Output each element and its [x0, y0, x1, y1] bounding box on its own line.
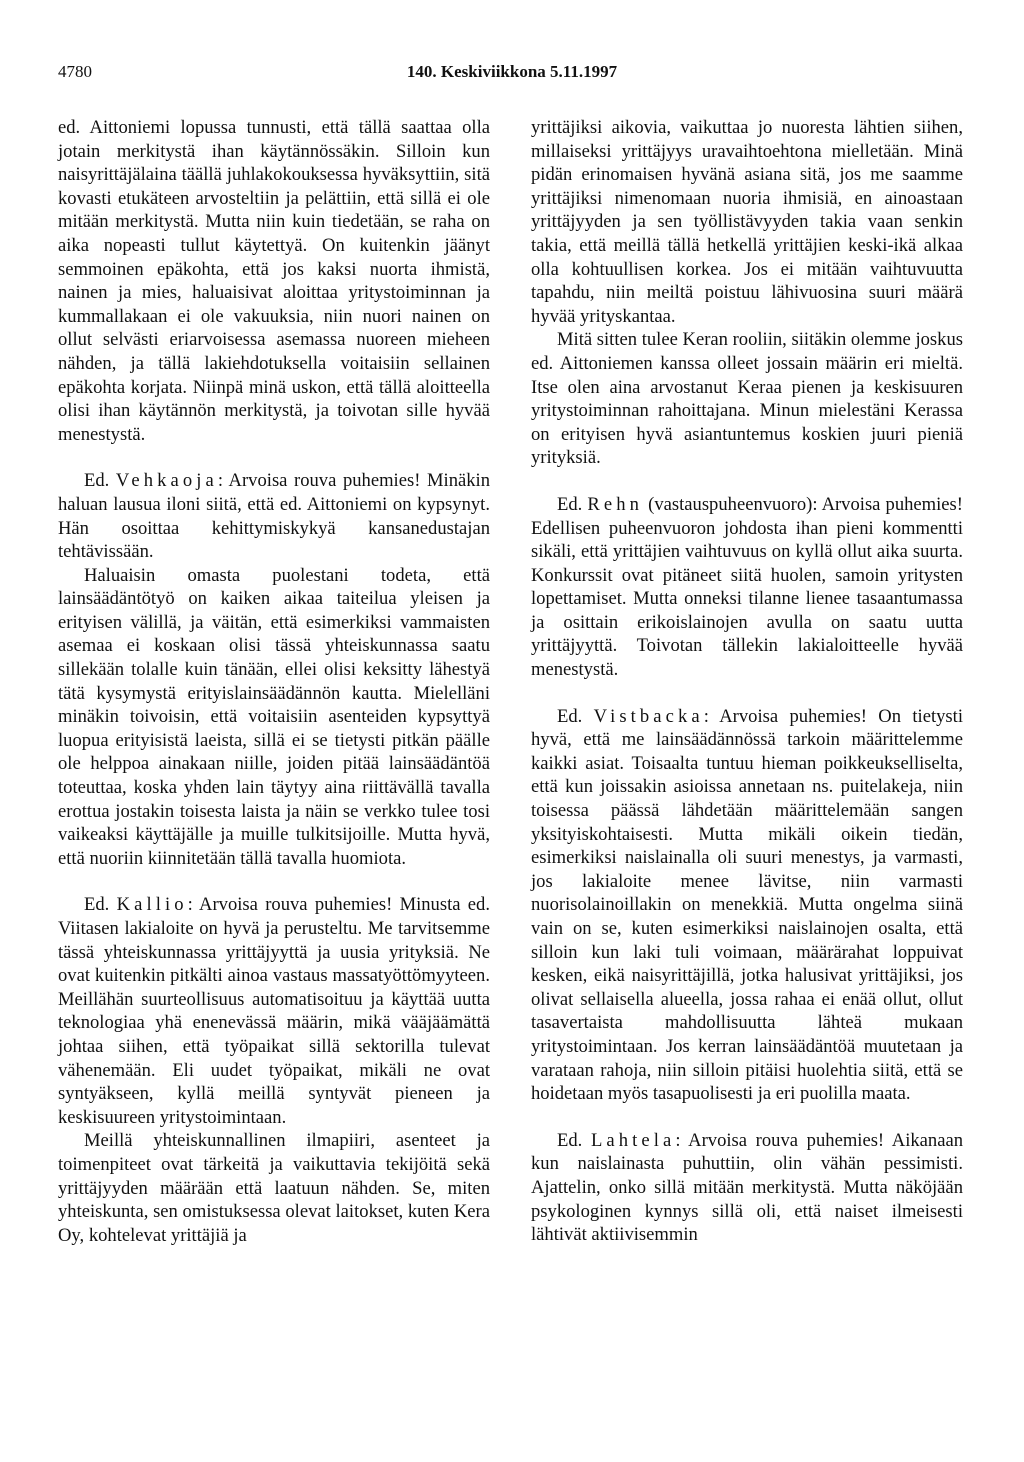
speaker-name: Kallio	[116, 894, 188, 916]
speech-text: : Arvoisa rouva puhemies! Aikanaan kun naislainasta puhuttiin, olin vähän pessimisti. Ajattelin, onko sillä mitään merkitystä. Mutta näköjään psykologinen kynnys sillä oli, että naiset ilmeisesti lähtivät aktiivisemmin	[531, 1129, 964, 1246]
session-date: 140. Keskiviikkona 5.11.1997	[406, 62, 618, 81]
speech-text: (vastauspuheenvuoro): Arvoisa puhemies! Edellisen puheenvuoron johdosta ihan pieni kommentti sikäli, että yrittäjien vaihtuvuus on kyllä ollut aika suurta. Konkurssit ovat pitäneet siitä huolen, samoin yritysten lopettamiset. Mutta onneksi tilanne lienee tasaantumassa ja osittain erikoislainojen avulla on saatu uutta yrittäjyyttä. Toivotan tällekin lakialoitteelle hyvää menestystä.	[531, 493, 963, 681]
paragraph: Mitä sitten tulee Keran rooliin, siitäkin olemme joskus ed. Aittoniemen kanssa olleet jossain määrin eri mieltä. Itse olen aina arvostanut Keraa pienen ja keskisuuren yritystoiminnan rahoittajana. Minun mielestäni Kerassa on erityisen hyvä asiantuntemus koskien juuri pieniä yrityksiä.	[531, 329, 963, 469]
speaker-name: Lahtela	[590, 1129, 676, 1151]
speaker-prefix: Ed.	[84, 470, 116, 492]
speech-text: : Arvoisa puhemies! On tietysti hyvä, että me lainsäädännössä tarkoin määrittelemme kaikki asiat. Toisaalta tuntuu hieman poikkeukselliselta, että kun joissakin asioissa annetaan ns. puitelakeja, niin toisessa päässä lähdetään määrittelemään sangen yksityiskohtaisesti. Mutta mikäli oikein tiedän, esimerkiksi naislainalla oli suuri menestys, ja varmasti, jos lakialoite menee lävitse, niin varmasti nuorisolainoillakin on menekkiä. Mutta ongelma siinä vain on se, kuten esimerkiksi naislainojen osalta, että silloin kun laki tuli voimaan, määrärahat loppuivat kesken, eikä naisyrittäjillä, jotka halusivat yrittäjiksi, jos olivat sellaisella alueella, jossa rahaa ei enää ollut, ollut tasavertaista mahdollisuutta lähteä mukaan yritystoimintaan. Jos kerran lainsäädäntöä muutetaan ja varataan rahoja, niin silloin pitäisi huolehtia siitä, että se hoidetaan myös tasapuolisesti ja eri puolilla maata.	[531, 705, 963, 1105]
speaker-name: Vistbacka	[593, 705, 704, 727]
speaker-prefix: Ed.	[557, 493, 588, 515]
speaker-name: Vehkaoja	[115, 470, 218, 492]
speech-vistbacka	[531, 705, 963, 1106]
right-column	[531, 116, 963, 1247]
speaker-prefix: Ed.	[557, 1129, 591, 1151]
page-number: 4780	[58, 62, 92, 81]
speech-kallio	[58, 893, 490, 1129]
speaker-prefix: Ed.	[84, 894, 117, 916]
paragraph: Haluaisin omasta puolestani todeta, että lainsäädäntötyö on kaiken aikaa taiteilua yleisen ja erityisen välillä, ja väitän, että esimerkiksi vammaisten asemaa ei koskaan olisi tässä yhteiskunnassa saatu sillekään tolalle kuin tänään, ellei olisi keksitty lähestyä tätä kysymystä erityislainsäädännön kautta. Mielelläni minäkin toivoisin, että voitaisiin asenteiden kypsyttyä luopua erityisistä laeista, sillä ei se tietysti pitkän päälle ole helppoa ainakaan niille, joiden pitää lainsäädäntöä toteuttaa, koska yhden lain täytyy aina riittävällä tavalla erottua jostakin toisesta laista ja näin se verkko tulee tosi vaikeaksi käyttäjälle ja muille tulkitsijoille. Mutta hyvä, että nuoriin kiinnitetään tällä tavalla huomiota.	[58, 564, 490, 869]
paragraph-continued: ed. Aittoniemi lopussa tunnusti, että tällä saattaa olla jotain merkitystä ihan käytännössäkin. Silloin kun naisyrittäjälaina täällä juhlakokouksessa hyväksyttiin, sitä kovasti etukäteen arvosteltiin ja pelättiin, että sillä ei ole mitään merkitystä. Mutta niin kuin tiedetään, se raha on aika nopeasti tullut käytettyä. On kuitenkin jäänyt semmoinen epäkohta, että jos kaksi nuorta ihmistä, nainen ja mies, haluaisivat aloittaa yritystoiminnan ja kummallakaan ei ole vakuuksia, niin nuori nainen on ollut selvästi eriarvoisessa asemassa nuoreen mieheen nähden, ja tällä lakiehdotuksella voitaisiin sellainen epäkohta korjata. Niinpä minä uskon, että tällä aloitteella olisi ihan käytännön merkitystä, ja toivotan sille hyvää menestystä.	[58, 117, 490, 445]
left-column	[58, 116, 490, 1247]
speech-rehn	[531, 493, 963, 682]
speaker-name: Rehn	[587, 493, 644, 515]
paragraph-continued: yrittäjiksi aikovia, vaikuttaa jo nuoresta lähtien siihen, millaiseksi yrittäjyys uravaihtoehtona mielletään. Minä pidän erinomaisen hyvänä asiana sitä, jos me saamme yrittäjiksi nimenomaan nuoria ihmisiä, en ainoastaan yrittäjyyden ja sen työllistävyyden takia vaan senkin takia, että meillä tällä hetkellä yrittäjien keski-ikä alkaa olla kohtuullisen korkea. Jos ei mitään vaihtuvuutta tapahdu, niin meiltä poistuu lähivuosina suuri määrä hyvää yrityskantaa.	[531, 117, 963, 327]
speech-vehkaoja	[58, 469, 490, 563]
page-header	[58, 62, 966, 86]
speech-text: : Arvoisa rouva puhemies! Minäkin haluan lausua iloni siitä, että ed. Aittoniemi on kypsynyt. Hän osoittaa kehittymiskykyä kansanedustajan tehtävissään.	[58, 470, 491, 563]
speech-text: : Arvoisa rouva puhemies! Minusta ed. Viitasen lakialoite on hyvä ja perusteltu. Me tarvitsemme tässä yhteiskunnassa yrittäjyyttä ja uusia yrityksiä. Ne ovat kuitenkin pitkälti ainoa vastaus massatyöttömyyteen. Meillähän suurteollisuus automatisoituu ja käyttää uutta teknologiaa yhä enenevässä määrin, mikä vääjäämättä johtaa siihen, että työpaikat sillä sektorilla tulevat vähenemään. Eli uudet työpaikat, mikäli ne ovat syntyäkseen, kyllä meillä syntyvät pieneen ja keskisuureen yritystoimintaan.	[58, 894, 490, 1128]
speaker-prefix: Ed.	[557, 705, 594, 727]
paragraph: Meillä yhteiskunnallinen ilmapiiri, asenteet ja toimenpiteet ovat tärkeitä ja vaikuttavia tekijöitä sekä yrittäjyyden määrään että laatuun nähden. Se, miten yhteiskunta, sen omistuksessa olevat laitokset, kuten Kera Oy, kohtelevat yrittäjiä ja	[58, 1130, 490, 1246]
speech-lahtela	[531, 1129, 963, 1247]
